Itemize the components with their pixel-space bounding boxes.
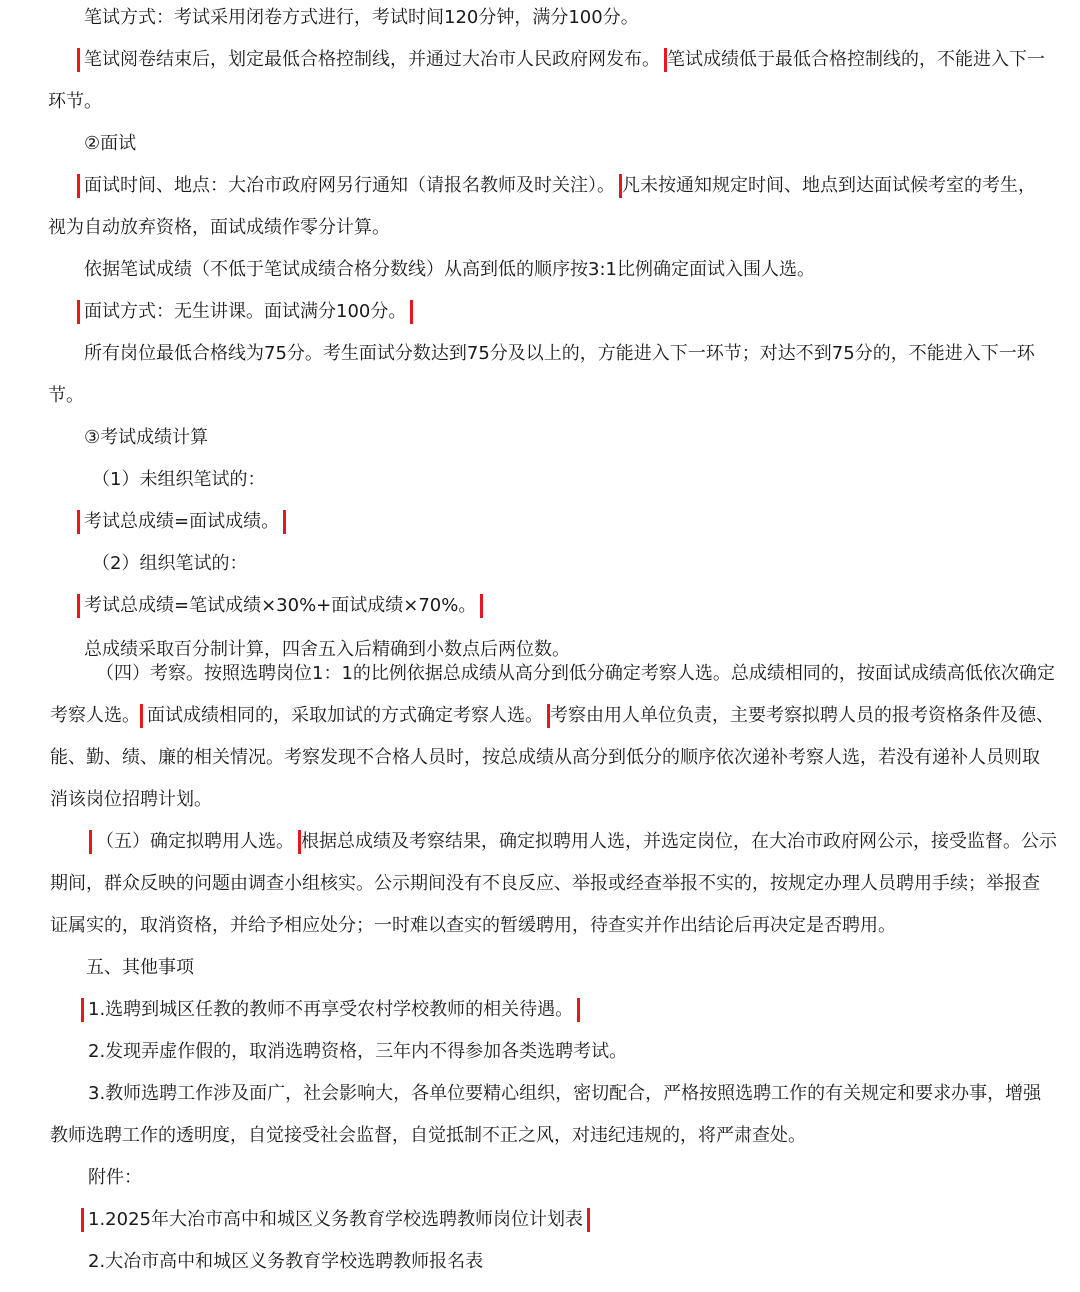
text-line — [0, 342, 1080, 366]
text-line — [0, 510, 1080, 534]
paragraph-text: 3.教师选聘工作涉及面广，社会影响大，各单位要精心组织，密切配合，严格按照选聘工作的有关规定和要求办事，增强 — [88, 1083, 1042, 1104]
text-line — [0, 830, 1080, 854]
highlighted-text: 考试总成绩=面试成绩。 — [77, 510, 286, 534]
paragraph-text: （1）未组织笔试的： — [92, 469, 266, 490]
highlighted-text: 面试成绩相同的，采取加试的方式确定考察人选。 — [140, 704, 550, 728]
text-line — [0, 746, 1080, 770]
text-line — [0, 662, 1080, 686]
text-line — [0, 1082, 1080, 1106]
paragraph-text: 根据总成绩及考察结果，确定拟聘用人选，并选定岗位，在大冶市政府网公示，接受监督。公示 — [301, 831, 1057, 852]
text-line — [0, 998, 1080, 1022]
highlighted-text: （五）确定拟聘用人选。 — [89, 830, 301, 854]
paragraph-text: 消该岗位招聘计划。 — [50, 789, 212, 810]
text-line — [0, 788, 1080, 812]
text-line — [0, 1250, 1080, 1274]
paragraph-text: 总成绩采取百分制计算，四舍五入后精确到小数点后两位数。 — [84, 639, 570, 660]
paragraph-text: 2.大冶市高中和城区义务教育学校选聘教师报名表 — [88, 1251, 484, 1272]
paragraph-text: （2）组织笔试的： — [92, 553, 248, 574]
text-line — [0, 216, 1080, 240]
text-line — [0, 872, 1080, 896]
paragraph-text: 2.发现弄虚作假的，取消选聘资格，三年内不得参加各类选聘考试。 — [88, 1041, 628, 1062]
paragraph-text: 教师选聘工作的透明度，自觉接受社会监督，自觉抵制不正之风，对违纪违规的，将严肃查处。 — [50, 1125, 806, 1146]
paragraph-text: 期间，群众反映的问题由调查小组核实。公示期间没有不良反应、举报或经查举报不实的，按规定办理人员聘用手续；举报查 — [50, 873, 1040, 894]
paragraph-text: （四）考察。按照选聘岗位1：1的比例依据总成绩从高分到低分确定考察人选。总成绩相同的，按面试成绩高低依次确定 — [96, 663, 1055, 684]
paragraph-text: ③考试成绩计算 — [84, 427, 209, 448]
text-line — [0, 90, 1080, 114]
text-line — [0, 258, 1080, 282]
paragraph-text: 附件： — [88, 1167, 142, 1188]
highlighted-text: 笔试阅卷结束后，划定最低合格控制线，并通过大冶市人民政府网发布。 — [77, 48, 667, 72]
text-line — [0, 1208, 1080, 1232]
text-line — [0, 6, 1080, 30]
paragraph-text: 笔试方式：考试采用闭卷方式进行，考试时间120分钟，满分100分。 — [84, 7, 639, 28]
text-line — [0, 914, 1080, 938]
paragraph-text: 证属实的，取消资格，并给予相应处分；一时难以查实的暂缓聘用，待查实并作出结论后再决定是否聘用。 — [50, 915, 896, 936]
text-line — [0, 384, 1080, 408]
text-line — [0, 132, 1080, 156]
text-line — [0, 594, 1080, 618]
text-line — [0, 426, 1080, 450]
paragraph-text: 笔试成绩低于最低合格控制线的，不能进入下一 — [667, 49, 1045, 70]
text-line — [0, 704, 1080, 728]
text-line — [0, 300, 1080, 324]
paragraph-text: 依据笔试成绩（不低于笔试成绩合格分数线）从高到低的顺序按3:1比例确定面试入围人选。 — [84, 259, 815, 280]
paragraph-text: 考察由用人单位负责，主要考察拟聘人员的报考资格条件及德、 — [550, 705, 1054, 726]
text-line — [0, 48, 1080, 72]
paragraph-text: 视为自动放弃资格，面试成绩作零分计算。 — [48, 217, 390, 238]
paragraph-text: 节。 — [48, 385, 84, 406]
highlighted-text: 1.选聘到城区任教的教师不再享受农村学校教师的相关待遇。 — [81, 998, 580, 1022]
text-line — [0, 1124, 1080, 1148]
text-line — [0, 956, 1080, 980]
text-line — [0, 1040, 1080, 1064]
paragraph-text: 五、其他事项 — [86, 957, 194, 978]
highlighted-text: 面试时间、地点：大冶市政府网另行通知（请报名教师及时关注）。 — [77, 174, 622, 198]
paragraph-text: 考察人选。 — [50, 705, 140, 726]
paragraph-text: ②面试 — [84, 133, 137, 154]
text-line — [0, 638, 1080, 662]
paragraph-text: 能、勤、绩、廉的相关情况。考察发现不合格人员时，按总成绩从高分到低分的顺序依次递补考察人选，若没有递补人员则取 — [50, 747, 1040, 768]
paragraph-text: 环节。 — [48, 91, 102, 112]
text-line — [0, 1166, 1080, 1190]
text-line — [0, 468, 1080, 492]
text-line — [0, 174, 1080, 198]
highlighted-text: 1.2025年大冶市高中和城区义务教育学校选聘教师岗位计划表 — [81, 1208, 590, 1232]
paragraph-text: 凡未按通知规定时间、地点到达面试候考室的考生， — [622, 175, 1036, 196]
text-line — [0, 552, 1080, 576]
highlighted-text: 面试方式：无生讲课。面试满分100分。 — [77, 300, 413, 324]
highlighted-text: 考试总成绩=笔试成绩×30%+面试成绩×70%。 — [77, 594, 483, 618]
paragraph-text: 所有岗位最低合格线为75分。考生面试分数达到75分及以上的，方能进入下一环节；对达不到75分的，不能进入下一环 — [84, 343, 1035, 364]
